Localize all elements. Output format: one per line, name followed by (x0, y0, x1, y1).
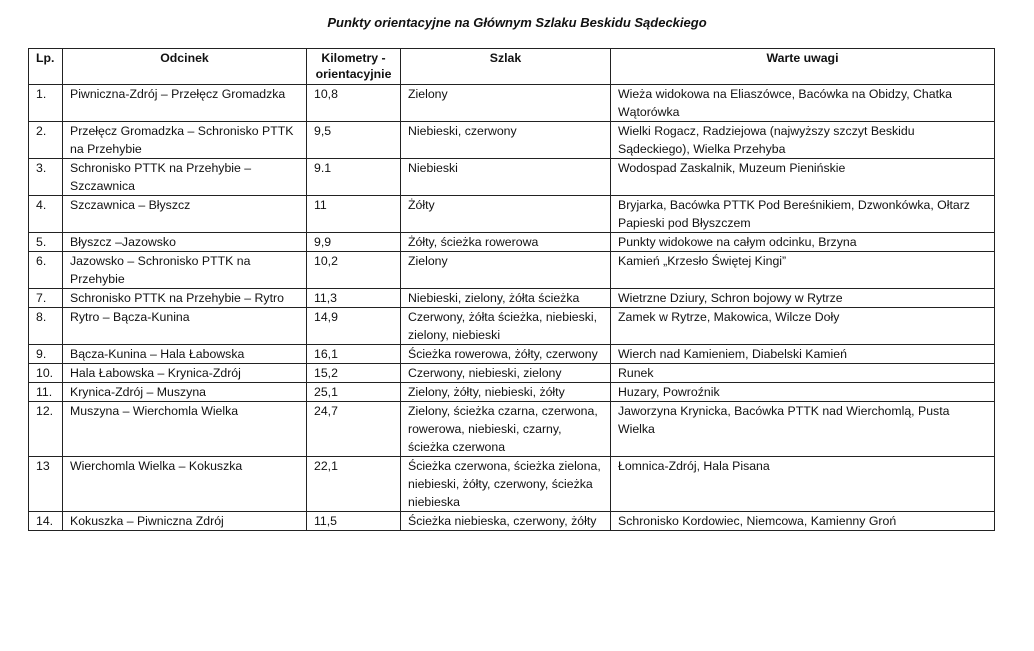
cell-km: 25,1 (307, 383, 401, 402)
cell-km: 11,5 (307, 512, 401, 531)
cell-odcinek: Wierchomla Wielka – Kokuszka (63, 457, 307, 512)
cell-lp: 5. (29, 233, 63, 252)
cell-szlak: Zielony (401, 85, 611, 122)
cell-lp: 8. (29, 308, 63, 345)
cell-km: 9,5 (307, 122, 401, 159)
cell-km: 10,8 (307, 85, 401, 122)
cell-lp: 7. (29, 289, 63, 308)
table-row (29, 85, 995, 122)
cell-km: 9,9 (307, 233, 401, 252)
cell-szlak: Ścieżka czerwona, ścieżka zielona, niebieski, żółty, czerwony, ścieżka niebieska (401, 457, 611, 512)
header-szlak: Szlak (401, 49, 611, 85)
cell-szlak: Zielony (401, 252, 611, 289)
cell-km: 22,1 (307, 457, 401, 512)
table-row (29, 289, 995, 308)
cell-uwagi: Jaworzyna Krynicka, Bacówka PTTK nad Wierchomlą, Pusta Wielka (611, 402, 995, 457)
cell-km: 10,2 (307, 252, 401, 289)
cell-uwagi: Schronisko Kordowiec, Niemcowa, Kamienny Groń (611, 512, 995, 531)
cell-szlak: Ścieżka niebieska, czerwony, żółty (401, 512, 611, 531)
cell-szlak: Zielony, żółty, niebieski, żółty (401, 383, 611, 402)
cell-odcinek: Krynica-Zdrój – Muszyna (63, 383, 307, 402)
table-row (29, 159, 995, 196)
cell-km: 11 (307, 196, 401, 233)
cell-lp: 10. (29, 364, 63, 383)
cell-szlak: Niebieski (401, 159, 611, 196)
cell-odcinek: Jazowsko – Schronisko PTTK na Przehybie (63, 252, 307, 289)
table-row (29, 457, 995, 512)
cell-uwagi: Wielki Rogacz, Radziejowa (najwyższy szczyt Beskidu Sądeckiego), Wielka Przehyba (611, 122, 995, 159)
cell-lp: 1. (29, 85, 63, 122)
cell-odcinek: Błyszcz –Jazowsko (63, 233, 307, 252)
header-km: Kilometry - orientacyjnie (307, 49, 401, 85)
cell-km: 11,3 (307, 289, 401, 308)
cell-km: 24,7 (307, 402, 401, 457)
table-row (29, 512, 995, 531)
table-row (29, 383, 995, 402)
cell-uwagi: Kamień „Krzesło Świętej Kingi” (611, 252, 995, 289)
cell-odcinek: Hala Łabowska – Krynica-Zdrój (63, 364, 307, 383)
cell-odcinek: Szczawnica – Błyszcz (63, 196, 307, 233)
cell-uwagi: Punkty widokowe na całym odcinku, Brzyna (611, 233, 995, 252)
cell-szlak: Czerwony, niebieski, zielony (401, 364, 611, 383)
cell-lp: 14. (29, 512, 63, 531)
cell-lp: 3. (29, 159, 63, 196)
cell-lp: 13 (29, 457, 63, 512)
cell-odcinek: Muszyna – Wierchomla Wielka (63, 402, 307, 457)
cell-km: 15,2 (307, 364, 401, 383)
header-lp: Lp. (29, 49, 63, 85)
cell-lp: 11. (29, 383, 63, 402)
cell-odcinek: Piwniczna-Zdrój – Przełęcz Gromadzka (63, 85, 307, 122)
cell-szlak: Niebieski, czerwony (401, 122, 611, 159)
cell-uwagi: Wietrzne Dziury, Schron bojowy w Rytrze (611, 289, 995, 308)
cell-km: 9.1 (307, 159, 401, 196)
cell-uwagi: Zamek w Rytrze, Makowica, Wilcze Doły (611, 308, 995, 345)
table-row (29, 345, 995, 364)
cell-szlak: Zielony, ścieżka czarna, czerwona, rowerowa, niebieski, czarny, ścieżka czerwona (401, 402, 611, 457)
table-row (29, 402, 995, 457)
cell-szlak: Czerwony, żółta ścieżka, niebieski, zielony, niebieski (401, 308, 611, 345)
page-title: Punkty orientacyjne na Głównym Szlaku Beskidu Sądeckiego (327, 15, 707, 30)
cell-uwagi: Łomnica-Zdrój, Hala Pisana (611, 457, 995, 512)
cell-uwagi: Wieża widokowa na Eliaszówce, Bacówka na Obidzy, Chatka Wątorówka (611, 85, 995, 122)
header-uwagi: Warte uwagi (611, 49, 995, 85)
cell-lp: 9. (29, 345, 63, 364)
table-row (29, 233, 995, 252)
cell-uwagi: Wierch nad Kamieniem, Diabelski Kamień (611, 345, 995, 364)
cell-lp: 2. (29, 122, 63, 159)
cell-odcinek: Kokuszka – Piwniczna Zdrój (63, 512, 307, 531)
cell-szlak: Niebieski, zielony, żółta ścieżka (401, 289, 611, 308)
cell-szlak: Ścieżka rowerowa, żółty, czerwony (401, 345, 611, 364)
cell-uwagi: Runek (611, 364, 995, 383)
cell-odcinek: Przełęcz Gromadzka – Schronisko PTTK na Przehybie (63, 122, 307, 159)
header-odcinek: Odcinek (63, 49, 307, 85)
cell-odcinek: Rytro – Bącza-Kunina (63, 308, 307, 345)
cell-odcinek: Schronisko PTTK na Przehybie – Szczawnica (63, 159, 307, 196)
cell-odcinek: Schronisko PTTK na Przehybie – Rytro (63, 289, 307, 308)
table-row (29, 308, 995, 345)
cell-lp: 4. (29, 196, 63, 233)
table-row (29, 196, 995, 233)
cell-uwagi: Bryjarka, Bacówka PTTK Pod Bereśnikiem, Dzwonkówka, Ołtarz Papieski pod Błyszczem (611, 196, 995, 233)
table-row (29, 122, 995, 159)
trail-table (28, 48, 995, 531)
cell-szlak: Żółty (401, 196, 611, 233)
cell-uwagi: Huzary, Powroźnik (611, 383, 995, 402)
cell-szlak: Żółty, ścieżka rowerowa (401, 233, 611, 252)
table-header-row (29, 49, 995, 85)
cell-lp: 6. (29, 252, 63, 289)
cell-km: 14,9 (307, 308, 401, 345)
cell-lp: 12. (29, 402, 63, 457)
cell-km: 16,1 (307, 345, 401, 364)
table-row (29, 364, 995, 383)
table-row (29, 252, 995, 289)
cell-uwagi: Wodospad Zaskalnik, Muzeum Pienińskie (611, 159, 995, 196)
cell-odcinek: Bącza-Kunina – Hala Łabowska (63, 345, 307, 364)
